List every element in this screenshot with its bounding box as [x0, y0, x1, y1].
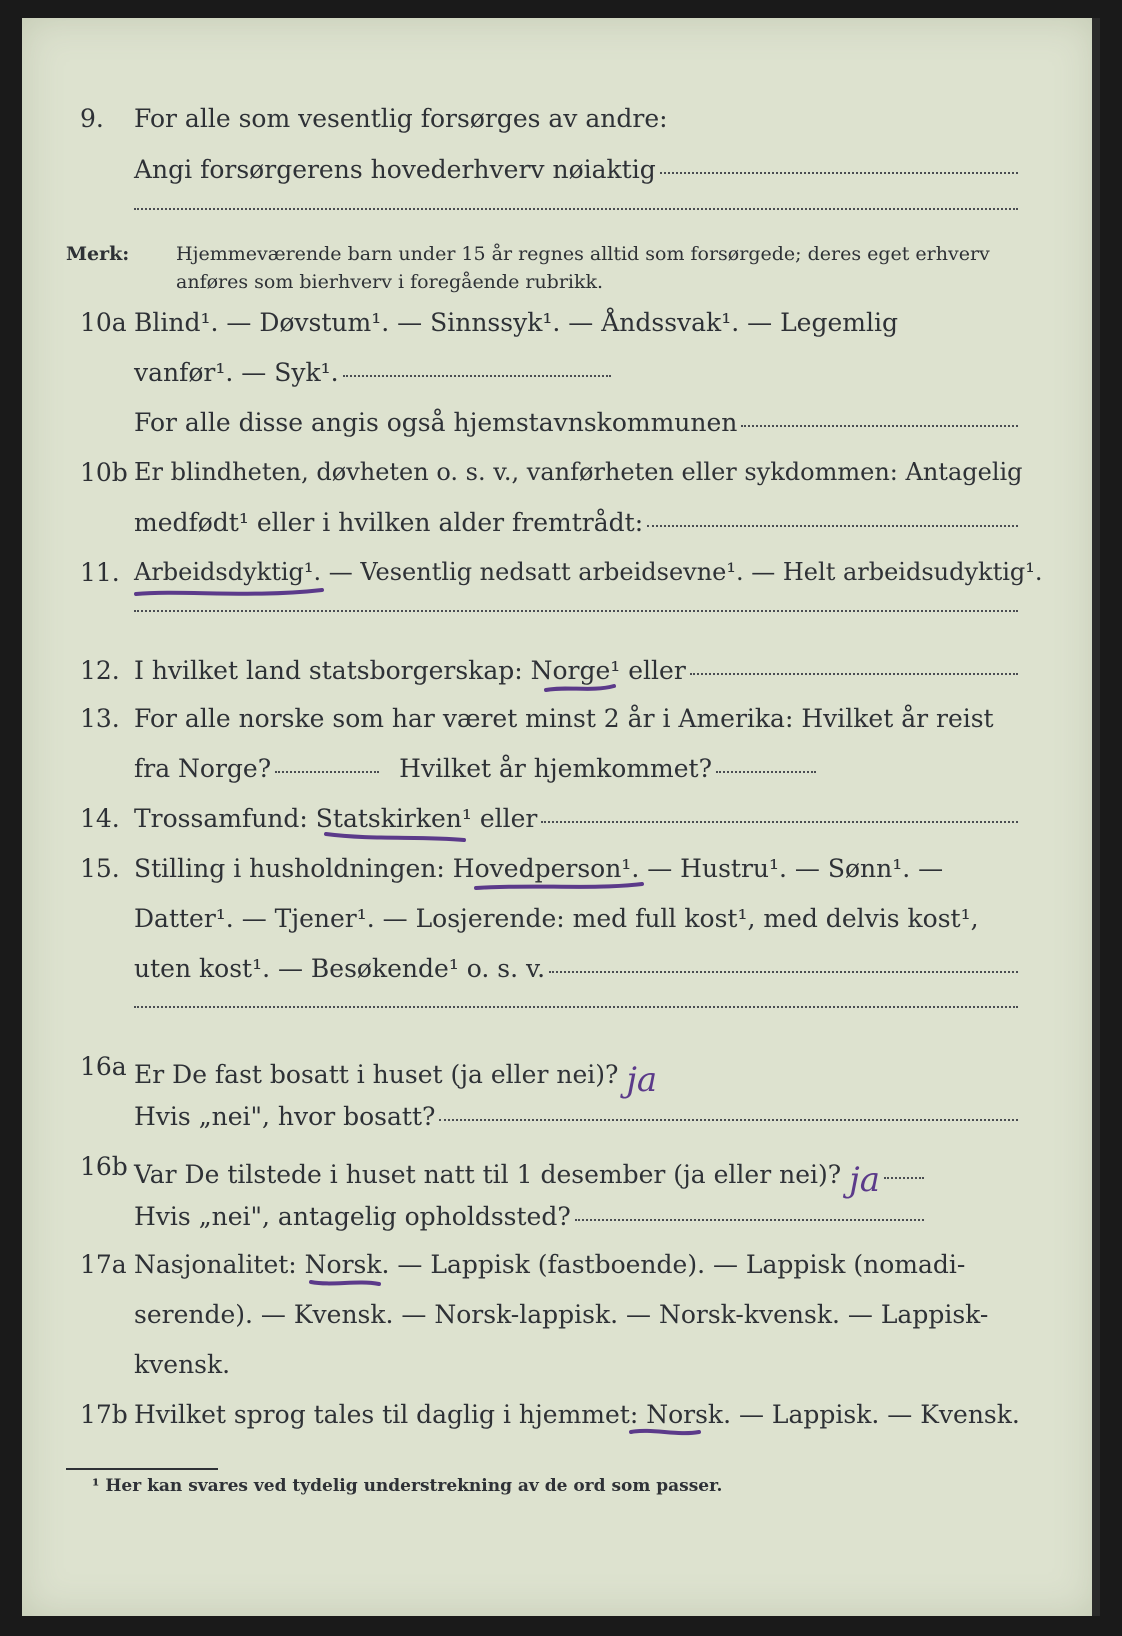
- q10b-text2: medfødt¹ eller i hvilken alder fremtrådt:: [134, 508, 644, 537]
- q16b-answer-handwritten[interactable]: ja: [849, 1160, 880, 1200]
- q9-line2: [22, 155, 1096, 195]
- q17a-number: 17a: [80, 1250, 127, 1279]
- footnote-rule: [66, 1468, 218, 1470]
- scan-edge: [1092, 18, 1100, 1616]
- q10a-line2: [22, 358, 1096, 398]
- q15-answer-line-2[interactable]: [134, 1006, 1018, 1008]
- q10b-text1: Er blindheten, døvheten o. s. v., vanførheten eller sykdommen: Antagelig: [134, 458, 1023, 486]
- q16b-text1: Var De tilstede i huset natt til 1 desember (ja eller nei)?: [134, 1160, 842, 1189]
- q16b-text2: Hvis „nei", antagelig opholdssted?: [134, 1202, 571, 1231]
- q10a-municipality-line[interactable]: [741, 425, 1018, 427]
- q14-number: 14.: [80, 804, 120, 833]
- q17b-number: 17b: [80, 1400, 128, 1429]
- q13-return-year-line[interactable]: [716, 771, 816, 773]
- q10a-line1: [22, 308, 1096, 348]
- form-page: [22, 18, 1096, 1616]
- q16a-line1: [22, 1052, 1096, 1100]
- q13-text1: For alle norske som har været minst 2 år i Amerika: Hvilket år reist: [134, 704, 994, 733]
- q16b-location-line[interactable]: [575, 1219, 924, 1221]
- q17b-line1: [22, 1400, 1096, 1440]
- q10a-text3: For alle disse angis også hjemstavnskommunen: [134, 408, 738, 437]
- q17a-text2: serende). — Kvensk. — Norsk-lappisk. — Norsk-kvensk. — Lappisk-: [134, 1300, 989, 1329]
- q15-text3: uten kost¹. — Besøkende¹ o. s. v.: [134, 954, 546, 983]
- footnote: ¹ Her kan svares ved tydelig understrekning av de ord som passer.: [92, 1476, 723, 1496]
- q16a-answer-line[interactable]: [439, 1119, 1018, 1121]
- q11-underline-mark: [132, 580, 332, 604]
- q10a-answer-line[interactable]: [343, 375, 611, 377]
- q9-prompt: Angi forsørgerens hovederhverv nøiaktig: [134, 155, 656, 184]
- q15-answer-line[interactable]: [549, 971, 1018, 973]
- q13-number: 13.: [80, 704, 120, 733]
- q14-answer-line[interactable]: [541, 821, 1018, 823]
- q15-line3: [22, 954, 1096, 994]
- q16a-text1: Er De fast bosatt i huset (ja eller nei)?: [134, 1060, 619, 1089]
- q10a-line3: [22, 408, 1096, 448]
- q16a-line2: [22, 1102, 1096, 1142]
- q17a-line2: [22, 1300, 1096, 1340]
- q15-number: 15.: [80, 854, 120, 883]
- q16b-line1: [22, 1152, 1096, 1200]
- q16a-number: 16a: [80, 1052, 127, 1081]
- q11-text: Arbeidsdyktig¹. — Vesentlig nedsatt arbeidsevne¹. — Helt arbeidsudyktig¹.: [134, 558, 1043, 586]
- q15-line2: [22, 904, 1096, 944]
- q16b-answer-line[interactable]: [884, 1177, 924, 1179]
- q13-line1: [22, 704, 1096, 744]
- q17a-line3: [22, 1350, 1096, 1390]
- q10b-number: 10b: [80, 458, 128, 487]
- q12-answer-line[interactable]: [690, 673, 1018, 675]
- q10b-line2: [22, 508, 1096, 548]
- q17b-text: Hvilket sprog tales til daglig i hjemmet: Norsk. — Lappisk. — Kvensk.: [134, 1400, 1020, 1429]
- q11-answer-line[interactable]: [134, 610, 1018, 612]
- q13-text2a: fra Norge?: [134, 754, 272, 783]
- q16b-number: 16b: [80, 1152, 128, 1181]
- q9-answer-line[interactable]: [660, 172, 1018, 174]
- q11-number: 11.: [80, 558, 120, 587]
- q9-answer-line-2[interactable]: [134, 208, 1018, 210]
- q15-underline-mark: [472, 876, 652, 896]
- q12-underline-mark: [542, 678, 622, 698]
- q14-text: Trossamfund: Statskirken¹ eller: [134, 804, 538, 833]
- q9-line1: [22, 104, 1096, 144]
- q17b-underline-mark: [627, 1422, 707, 1442]
- q17a-underline-mark: [307, 1272, 387, 1292]
- q17a-text1: Nasjonalitet: Norsk. — Lappisk (fastboende). — Lappisk (nomadi-: [134, 1250, 966, 1279]
- q10a-number: 10a: [80, 308, 127, 337]
- note-label: Merk:: [66, 243, 130, 265]
- q10b-line1: [22, 458, 1096, 498]
- q17a-text3: kvensk.: [134, 1350, 231, 1379]
- q17a-line1: [22, 1250, 1096, 1290]
- q15-text1: Stilling i husholdningen: Hovedperson¹. — Hustru¹. — Sønn¹. —: [134, 854, 944, 883]
- q16b-line2: [22, 1202, 1096, 1242]
- q12-text: I hvilket land statsborgerskap: Norge¹ eller: [134, 656, 686, 685]
- q14-line1: [22, 804, 1096, 844]
- q9-number: 9.: [80, 104, 104, 133]
- q10a-text2: vanfør¹. — Syk¹.: [134, 358, 339, 387]
- q13-line2: [22, 754, 1096, 794]
- q13-departure-year-line[interactable]: [275, 771, 379, 773]
- q16a-text2: Hvis „nei", hvor bosatt?: [134, 1102, 436, 1131]
- q9-text: For alle som vesentlig forsørges av andre:: [134, 104, 668, 133]
- q12-number: 12.: [80, 656, 120, 685]
- q13-text2b: Hvilket år hjemkommet?: [399, 754, 713, 783]
- note-text: Hjemmeværende barn under 15 år regnes alltid som forsørgede; deres eget erhverv anføres som bierhverv i foregående rubrikk.: [176, 243, 990, 293]
- q10b-answer-line[interactable]: [647, 525, 1018, 527]
- q15-text2: Datter¹. — Tjener¹. — Losjerende: med full kost¹, med delvis kost¹,: [134, 904, 979, 933]
- q14-underline-mark: [322, 826, 472, 848]
- q16a-answer-handwritten[interactable]: ja: [626, 1060, 658, 1100]
- q10a-text1: Blind¹. — Døvstum¹. — Sinnssyk¹. — Åndssvak¹. — Legemlig: [134, 308, 898, 337]
